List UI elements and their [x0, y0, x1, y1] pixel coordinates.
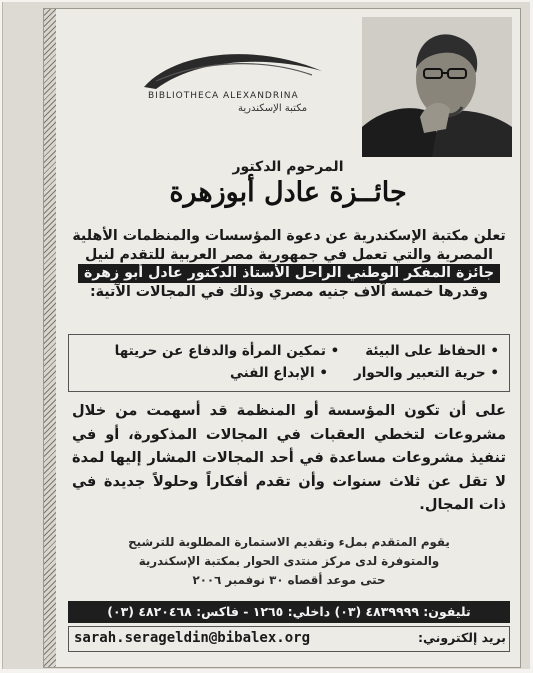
field-item: • الإبداع الفني [229, 365, 328, 381]
phone-bar: تليفون: ٤٨٣٩٩٩٩ (٠٣) داخلي: ١٢٦٥ - فاكس: ٤٨٢٠٤٦٨ (٠٣) [68, 601, 510, 623]
email-row [68, 627, 510, 649]
newspaper-clipping [43, 8, 521, 668]
person-icon [362, 17, 512, 157]
field-item: • تمكين المرأة والدفاع عن حريتها [114, 343, 340, 359]
ad-frame [58, 11, 518, 665]
scan-background [2, 2, 530, 669]
application-line: يقوم المتقدم بملء وتقديم الاستمارة المطلوبة للترشيح [128, 535, 450, 549]
intro-line: وقدرها خمسة آلاف جنيه مصري وذلك في المجالات الآتية: [89, 283, 489, 300]
logo-text-en: BIBLIOTHECA ALEXANDRINA [148, 91, 299, 101]
intro-line: المصرية والتي تعمل في جمهورية مصر العربية للتقدم لنيل [85, 246, 493, 263]
application-line: حتى موعد أقصاه ٣٠ نوفمبر ٢٠٠٦ [192, 573, 386, 587]
intro-line: تعلن مكتبة الإسكندرية عن دعوة المؤسسات والمنظمات الأهلية [72, 228, 506, 244]
library-logo [136, 41, 326, 121]
logo-text-ar: مكتبة الإسكندرية [238, 103, 308, 114]
application-line: والمتوفرة لدى مركز منتدى الحوار بمكتبة الإسكندرية [138, 554, 440, 568]
field-item: • الحفاظ على البيئة [365, 343, 499, 359]
award-title: جائــزة عادل أبوزهرة [169, 177, 407, 208]
fields-box [68, 334, 510, 392]
subtitle: المرحوم الدكتور [232, 159, 344, 175]
intro-line-highlight: جائزة المفكر الوطني الراحل الأستاذ الدكتور عادل أبو زهرة [78, 264, 500, 283]
conditions-paragraph: على أن تكون المؤسسة أو المنظمة قد أسهمت من خلال مشروعات لتخطي العقبات في المجالات المذكورة، أو في تنفيذ مشروعات مساعدة في أحد المجالات المشار إليها لمدة لا تقل عن ثلاث سنوات وأن تقدم أفكاراً وحلولاً جديدة في ذات المجال. [72, 402, 506, 513]
email-address: sarah.serageldin@bibalex.org [74, 627, 310, 649]
application-note [68, 533, 510, 590]
email-label: بريد إلكتروني: [418, 630, 506, 645]
hatched-border [44, 9, 56, 667]
intro-paragraph [68, 227, 510, 301]
field-item: • حرية التعبير والحوار [353, 365, 499, 381]
portrait-photo [362, 17, 512, 157]
